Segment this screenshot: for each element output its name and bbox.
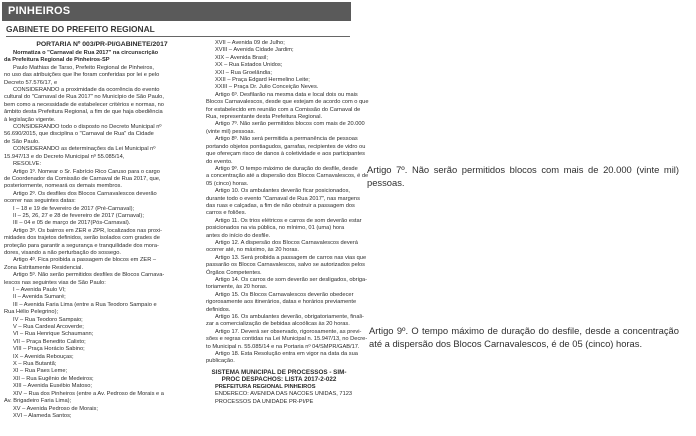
text-line: IX – Avenida Rebouças;: [13, 353, 74, 360]
text-line: âmbito desta Prefeitura Regional, a fim de que haja obediência: [4, 109, 163, 116]
text-line: toriamente, às 20 horas.: [206, 284, 268, 291]
text-line: Rua Hélio Pelegrino);: [4, 309, 59, 316]
text-line: III – 04 e 05 de março de 2017(Pós-Carnaval).: [13, 220, 131, 227]
text-line: dores, visando a não perturbação do sossego.: [4, 249, 121, 256]
text-line: antes do início do desfile.: [206, 232, 271, 239]
zoom-excerpt-artigo-7: Artigo 7º. Não serão permitidos blocos com mais de 20.000 (vinte mil) pessoas.: [367, 164, 679, 188]
text-line: de São Paulo.: [4, 138, 40, 145]
right-text-column: [206, 40, 369, 406]
text-line: XIV – Rua dos Pinheiros (entre a Av. Pedroso de Morais e a: [13, 390, 164, 397]
text-line: posteriormente, nomeará os demais membros.: [4, 183, 122, 190]
text-line: 56.690/2015, que disciplina o "Carnaval de Rua" da Cidade: [4, 131, 154, 138]
text-line: Artigo 1º. Nomear o Sr. Fabrício Rico Caruso para o cargo: [13, 168, 160, 175]
text-line: proteção para garantir a segurança e tranquilidade dos mora-: [4, 242, 159, 249]
simproc-title-line-1: SISTEMA MUNICIPAL DE PROCESSOS - SIM-: [211, 368, 347, 376]
left-text-column: [4, 40, 200, 420]
text-line: XI – Rua Paes Leme;: [13, 368, 68, 375]
text-line: I – 18 e 19 de fevereiro de 2017 (Pré-Carnaval);: [13, 205, 135, 212]
text-line: XVI – Alameda Santos;: [13, 412, 72, 419]
text-line: que ofereçam risco de danos à coletividade e aos participantes: [206, 151, 366, 158]
text-line: Normatiza o "Carnaval de Rua 2017" na circunscrição: [13, 50, 159, 56]
text-line: durante todo o evento "Carnaval de Rua 2017", nas margens: [206, 195, 360, 202]
text-line: carros e foliões.: [206, 210, 247, 217]
text-line: VI – Rua Henrique Schaumann;: [13, 331, 94, 338]
text-line: portando objetos pontiagudos, garrafas, recipientes de vidro ou: [206, 143, 366, 150]
text-line: Blocos Carnavalescos, desde que estejam de acordo com o que: [206, 99, 369, 106]
text-line: Zona Estritamente Residencial.: [4, 264, 84, 271]
text-line: Rua, representante desta Prefeitura Regional.: [206, 114, 323, 121]
text-line: XII – Rua Eugênio de Medeiros;: [13, 375, 94, 382]
text-line: Artigo 17. Deverá ser observado, rigorosamente, as previ-: [215, 328, 362, 335]
text-line: VIII – Praça Horácio Sabino;: [13, 346, 85, 353]
text-line: XX – Rua Estados Unidos;: [215, 62, 283, 69]
text-line: XXI – Rua Groelândia;: [215, 69, 272, 76]
text-line: PROCESSOS DA UNIDADE PR-PI/PE: [215, 398, 314, 405]
text-line: lescos nas seguintes vias de São Paulo:: [4, 279, 106, 286]
text-line: publicação.: [206, 358, 235, 365]
text-line: Artigo 6º. Desfilarão na mesma data e local dois ou mais: [215, 91, 358, 98]
left-lines: [4, 50, 200, 420]
text-line: Órgãos Competentes.: [206, 269, 262, 276]
text-line: Artigo 18. Esta Resolução entra em vigor na data da sua: [215, 351, 358, 358]
text-line: Artigo 7º. Não serão permitidos blocos com mais de 20.000: [215, 121, 365, 128]
text-line: Artigo 11. Os trios elétricos e carros de som deverão estar: [215, 217, 362, 224]
text-line: II – Avenida Sumaré;: [13, 294, 66, 301]
text-line: de Coordenador da Comissão de Carnaval de Rua 2017, que,: [4, 175, 161, 182]
simproc-title-line-2: PROC DESPACHOS: LISTA 2017-2-022: [221, 376, 337, 384]
simproc-details: [206, 384, 352, 406]
text-line: XXIII – Praça Dr. Julio Conceição Neves.: [215, 84, 319, 91]
text-line: CONSIDERANDO todo o disposto no Decreto Municipal nº: [13, 124, 162, 131]
section-subheader: GABINETE DO PREFEITO REGIONAL: [6, 25, 350, 37]
text-line: to Municipal n. 55.085/14 e na Portaria nº 04/SMPR/GAB/17.: [206, 343, 360, 350]
text-line: Artigo 4º. Fica proibida a passagem de blocos em ZER –: [13, 257, 157, 264]
text-line: sões e regras contidas na Lei Municipal n. 15.947/13, no Decre-: [206, 336, 368, 343]
text-line: da Prefeitura Regional de Pinheiros-SP: [4, 57, 110, 64]
text-line: Artigo 9º. O tempo máximo de duração do desfile, desde: [215, 165, 358, 172]
text-line: XIII – Avenida Eusébio Matoso;: [13, 383, 92, 390]
text-line: Artigo 12. A dispersão dos Blocos Carnavalescos deverá: [215, 239, 358, 246]
text-line: Artigo 5º. Não serão permitidos desfiles de Blocos Carnava-: [13, 272, 165, 279]
text-line: cultural do "Carnaval de Rua 2017" no Município de São Paulo,: [4, 94, 164, 101]
text-line: ocorrer nas seguintes datas:: [4, 198, 76, 205]
text-line: a concentração até a dispersão dos Blocos Carnavalescos, é de: [206, 173, 369, 180]
text-line: II – 25, 26, 27 e 28 de fevereiro de 2017 (Carnaval);: [13, 212, 144, 219]
text-line: bem como a necessidade de estabelecer critérios e normas, no: [4, 101, 164, 108]
text-line: IV – Rua Teodoro Sampaio;: [13, 316, 83, 323]
text-line: ocorrer até, no máximo, às 20 horas.: [206, 247, 299, 254]
text-line: posicionados na via pública, no mínimo, 01 (uma) hora: [206, 225, 345, 232]
text-line: rigorosamente aos itinerários, datas e horários previamente: [206, 299, 357, 306]
text-line: XV – Avenida Pedroso de Morais;: [13, 405, 98, 412]
text-line: Artigo 10. Os ambulantes deverão ficar posicionados,: [215, 188, 350, 195]
portaria-title: PORTARIA Nº 003/PR-PI/GABINETE/2017: [36, 41, 168, 48]
text-line: PREFEITURA REGIONAL PINHEIROS: [215, 384, 316, 391]
text-line: Artigo 8º. Não será permitida a permanência de pessoas: [215, 136, 358, 143]
text-line: X – Rua Butantã;: [13, 361, 57, 368]
text-line: ENDERECO: AVENIDA DAS NACOES UNIDAS, 7123: [215, 391, 353, 398]
text-line: XVIII – Avenida Cidade Jardim;: [215, 47, 294, 54]
text-line: Artigo 16. Os ambulantes deverão, obrigatoriamente, finali-: [215, 314, 364, 321]
text-line: RESOLVE:: [13, 161, 42, 168]
text-line: Artigo 2º. Os desfiles dos Blocos Carnavalescos deverão: [13, 190, 157, 197]
text-line: CONSIDERANDO a proximidade da ocorrência do evento: [13, 87, 160, 94]
text-line: XVII – Avenida 09 de Julho;: [215, 40, 285, 46]
right-lines: [206, 40, 369, 366]
text-line: 05 (cinco) horas.: [206, 180, 249, 187]
text-line: I – Avenida Paulo VI;: [13, 287, 66, 293]
text-line: definidos.: [206, 306, 231, 313]
text-line: 15.947/13 e do Decreto Municipal nº 55.085/14,: [4, 153, 125, 160]
section-header-bar: PINHEIROS: [2, 2, 351, 21]
text-line: XXII – Praça Edgard Hermelino Leite;: [215, 77, 310, 84]
text-line: CONSIDERANDO as determinações da Lei Municipal nº: [13, 146, 156, 153]
text-line: for estabelecido em reunião com a Comissão do Carnaval de: [206, 106, 361, 113]
text-line: V – Rua Cardeal Arcoverde;: [13, 324, 84, 331]
text-line: Paulo Mathias de Tarso, Prefeito Regional de Pinheiros,: [13, 64, 154, 71]
text-line: do evento.: [206, 158, 233, 165]
text-line: Decreto 57.576/17, e: [4, 79, 58, 86]
text-line: XIX – Avenida Brasil;: [215, 54, 269, 61]
text-line: passarão os Blocos Carnavalescos, salvo se autorizados pelos: [206, 262, 366, 269]
text-line: à legislação vigente.: [4, 116, 56, 123]
text-line: III – Avenida Faria Lima (entre a Rua Teodoro Sampaio e: [13, 301, 157, 308]
zoom-excerpt-artigo-9: Artigo 9º. O tempo máximo de duração do desfile, desde a concentração até a dispersão dos Blocos Carnavalescos, é de 05 (cinco) horas.: [369, 325, 679, 349]
text-line: zar a comercialização de bebidas alcoólicas às 20 horas.: [206, 321, 350, 328]
text-line: no uso das atribuições que lhe foram conferidas por lei e pelo: [4, 72, 160, 79]
text-line: Artigo 13. Será proibida a passagem de carros nas vias que: [215, 254, 367, 261]
text-line: das ruas e calçadas, a fim de não obstruir a passagem dos: [206, 202, 355, 209]
text-line: Artigo 3º. Os bairros em ZER e ZPR, localizados nas proxi-: [13, 227, 163, 234]
text-line: (vinte mil) pessoas.: [206, 128, 255, 135]
text-line: VII – Praça Benedito Calixto;: [13, 338, 86, 345]
text-line: midades dos trajetos definidos, serão isolados com grades de: [4, 235, 160, 242]
text-line: Av. Brigadeiro Faria Lima);: [4, 398, 72, 405]
simproc-section: [206, 369, 352, 406]
text-line: Artigo 14. Os carros de som deverão ser desligados, obriga-: [215, 277, 368, 283]
text-line: Artigo 15. Os Blocos Carnavalescos deverão obedecer: [215, 291, 354, 298]
